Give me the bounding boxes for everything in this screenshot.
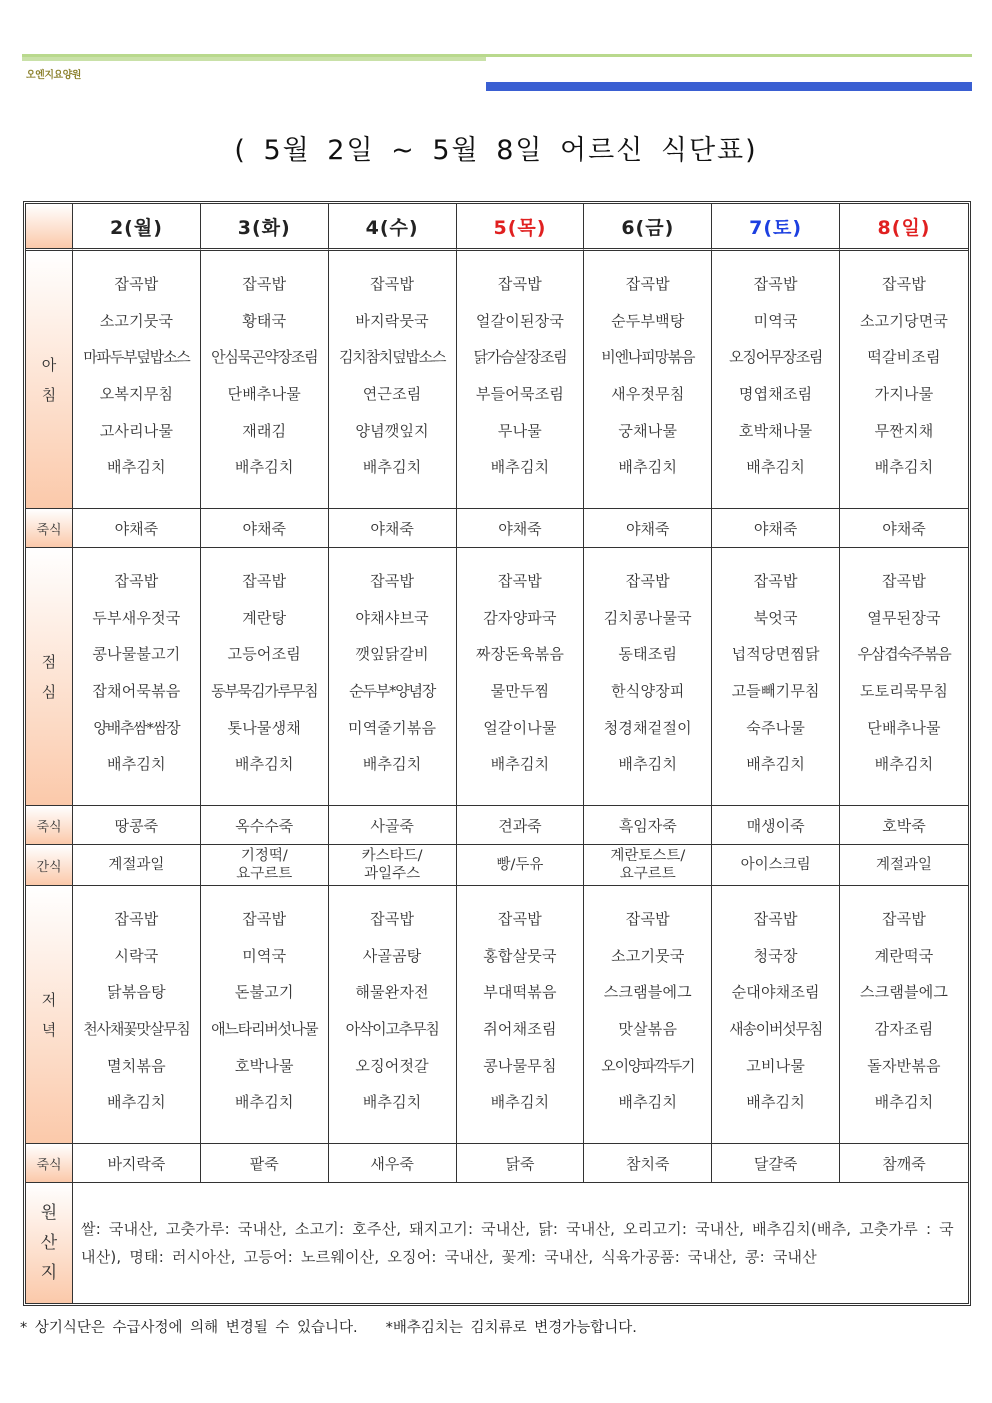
dish-item: 멸치볶음 xyxy=(107,1056,166,1075)
origin-text: 쌀: 국내산, 고춧가루: 국내산, 소고기: 호주산, 돼지고기: 국내산, 닭: 국내산, 오리고기: 국내산, 배추김치(배추, 고춧가루 : 국내산), 명태: 러시아산, 고등어: 노르웨이산, 오징어: 국내산, 꽃게: 국내산, 식육가공품: 국내산, 콩: 국내산 xyxy=(81,1220,954,1266)
dish-item: 잡곡밥 xyxy=(497,274,542,293)
dish-item: 배추김치 xyxy=(234,1093,294,1112)
snack-cell xyxy=(329,845,457,886)
dish-item: 물만두찜 xyxy=(490,682,550,700)
dish-item: 스크램블에그 xyxy=(603,983,692,1002)
day-header: 3(화) xyxy=(201,204,329,251)
dish-item: 야채샤브국 xyxy=(355,608,429,627)
dish-item: 안심묵곤약장조림 xyxy=(211,348,318,367)
dish-item: 배추김치 xyxy=(618,458,678,477)
dish-item: 미역국 xyxy=(242,946,287,965)
snack-line: 계절과일 xyxy=(108,857,165,873)
dish-item: 닭볶음탕 xyxy=(107,983,166,1002)
breakfast-cell xyxy=(73,251,201,509)
dish-item: 고등어조림 xyxy=(227,645,301,664)
dish-item: 애느타리버섯나물 xyxy=(211,1020,318,1038)
dish-item: 잡곡밥 xyxy=(242,909,287,928)
dinner-label-char-1: 저 xyxy=(41,990,57,1009)
lunch-cell xyxy=(457,548,585,806)
snack-line: 아이스크림 xyxy=(740,857,811,873)
day-header: 6(금) xyxy=(584,204,712,251)
dish-item: 얼갈이된장국 xyxy=(475,311,565,330)
dish-item: 잡곡밥 xyxy=(881,274,927,293)
dish-item: 잡채어묵볶음 xyxy=(92,682,181,700)
dish-item: 한식양장피 xyxy=(611,682,685,700)
dish-item: 배추김치 xyxy=(874,1093,934,1112)
dish-item: 잡곡밥 xyxy=(881,909,927,928)
dinner-cell xyxy=(457,886,585,1144)
dish-item: 떡갈비조림 xyxy=(867,348,941,367)
dish-item: 잡곡밥 xyxy=(370,909,415,928)
dish-item: 배추김치 xyxy=(362,1093,422,1112)
dinner-cell xyxy=(201,886,329,1144)
porridge-cell: 새우죽 xyxy=(329,1144,457,1183)
dish-item: 궁채나물 xyxy=(618,421,678,440)
meal-plan-table xyxy=(23,201,971,1306)
breakfast-cell xyxy=(457,251,585,509)
porridge-label: 죽식 xyxy=(26,1144,73,1183)
dish-item: 콩나물불고기 xyxy=(92,645,181,664)
dish-item: 단배추나물 xyxy=(227,385,301,403)
dish-item: 우삼겹숙주볶음 xyxy=(857,645,951,664)
dish-item: 배추김치 xyxy=(107,1093,166,1112)
dish-item: 재래김 xyxy=(242,421,287,440)
dish-item: 돈불고기 xyxy=(234,983,294,1002)
dinner-cell xyxy=(584,886,712,1144)
dish-item: 황태국 xyxy=(242,311,287,330)
footnote-kimchi-notice: *배추김치는 김치류로 변경가능합니다. xyxy=(385,1320,637,1336)
dish-item: 가지나물 xyxy=(874,385,934,403)
porridge-cell: 야채죽 xyxy=(584,509,712,548)
dish-item: 순두부백탕 xyxy=(611,311,685,330)
dish-item: 호박나물 xyxy=(234,1056,294,1075)
dish-item: 단배추나물 xyxy=(867,718,941,737)
footnote xyxy=(20,1316,637,1337)
porridge-cell: 참깨죽 xyxy=(840,1144,968,1183)
breakfast-label xyxy=(26,251,73,509)
dish-item: 배추김치 xyxy=(490,458,550,477)
porridge-cell: 팥죽 xyxy=(201,1144,329,1183)
dish-item: 연근조림 xyxy=(362,385,422,403)
dish-item: 바지락뭇국 xyxy=(355,311,429,330)
origin-label-char-2: 산 xyxy=(40,1233,58,1253)
lunch-cell xyxy=(840,548,968,806)
dish-item: 천사채꽃맛살무침 xyxy=(83,1020,190,1038)
day-header: 2(월) xyxy=(73,204,201,251)
porridge-cell: 야채죽 xyxy=(712,509,840,548)
dinner-cell xyxy=(840,886,968,1144)
dish-item: 순두부*양념장 xyxy=(349,682,436,700)
dish-item: 도토리묵무침 xyxy=(859,682,949,700)
dish-item: 스크램블에그 xyxy=(859,983,949,1002)
dish-item: 배추김치 xyxy=(618,1093,678,1112)
dish-item: 고사리나물 xyxy=(99,421,174,440)
porridge-cell: 호박죽 xyxy=(840,806,968,845)
dinner-cell xyxy=(329,886,457,1144)
dish-item: 계란떡국 xyxy=(874,946,934,965)
dish-item: 배추김치 xyxy=(362,458,422,477)
header-green-bar xyxy=(22,57,486,61)
snack-cell xyxy=(457,845,585,886)
lunch-row xyxy=(26,548,968,806)
dish-item: 배추김치 xyxy=(746,755,806,774)
dish-item: 배추김치 xyxy=(874,755,934,774)
origin-row xyxy=(26,1183,968,1303)
dish-item: 오징어무장조림 xyxy=(729,348,823,367)
lunch-cell xyxy=(329,548,457,806)
porridge-cell: 달걀죽 xyxy=(712,1144,840,1183)
dish-item: 잡곡밥 xyxy=(114,909,159,928)
dish-item: 닭가슴살장조림 xyxy=(473,348,567,367)
snack-line: 계절과일 xyxy=(876,857,933,873)
day-header: 4(수) xyxy=(329,204,457,251)
dish-item: 배추김치 xyxy=(107,458,166,477)
porridge-cell: 바지락죽 xyxy=(73,1144,201,1183)
dish-item: 홍합살뭇국 xyxy=(483,946,557,965)
breakfast-cell xyxy=(840,251,968,509)
snack-line: 빵/두유 xyxy=(496,857,544,873)
dinner-label xyxy=(26,886,73,1144)
snack-line: 카스타드/ xyxy=(361,848,423,864)
dish-item: 북엇국 xyxy=(753,608,798,627)
dish-item: 쥐어채조림 xyxy=(483,1020,557,1038)
dinner-cell xyxy=(73,886,201,1144)
dish-item: 순대야채조림 xyxy=(731,983,820,1002)
dish-item: 숙주나물 xyxy=(746,718,806,737)
dish-item: 동태조림 xyxy=(618,645,678,664)
origin-label-char-3: 지 xyxy=(40,1263,58,1283)
dish-item: 잡곡밥 xyxy=(625,571,670,590)
dish-item: 부들어묵조림 xyxy=(475,385,565,403)
breakfast-cell xyxy=(329,251,457,509)
porridge-cell: 야채죽 xyxy=(73,509,201,548)
dish-item: 청국장 xyxy=(753,946,798,965)
snack-cell xyxy=(712,845,840,886)
snack-row xyxy=(26,845,968,886)
dish-item: 잡곡밥 xyxy=(497,909,542,928)
header-blue-bar xyxy=(486,82,972,91)
dish-item: 얼갈이나물 xyxy=(483,718,557,737)
dish-item: 배추김치 xyxy=(490,755,550,774)
day-header-sunday: 8(일) xyxy=(840,204,968,251)
day-header-row xyxy=(26,204,968,251)
dish-item: 사골곰탕 xyxy=(362,946,422,965)
footnote-change-notice: * 상기식단은 수급사정에 의해 변경될 수 있습니다. xyxy=(20,1320,358,1336)
dish-item: 미역줄기볶음 xyxy=(348,718,437,737)
dish-item: 배추김치 xyxy=(490,1093,550,1112)
dish-item: 짜장돈육볶음 xyxy=(475,645,565,664)
dish-item: 미역국 xyxy=(753,311,798,330)
dish-item: 오징어젓갈 xyxy=(355,1056,429,1075)
origin-label-char-1: 원 xyxy=(40,1203,58,1223)
breakfast-label-char-1: 아 xyxy=(41,355,57,374)
origin-label xyxy=(26,1183,73,1303)
breakfast-label-char-2: 침 xyxy=(41,385,57,404)
snack-cell xyxy=(73,845,201,886)
snack-line: 요구르트 xyxy=(236,866,293,882)
lunch-label-char-1: 점 xyxy=(41,652,57,671)
snack-line: 계란토스트/ xyxy=(610,848,686,864)
snack-cell xyxy=(840,845,968,886)
breakfast-cell xyxy=(584,251,712,509)
snack-label: 간식 xyxy=(26,845,73,886)
snack-line: 기정떡/ xyxy=(240,848,288,864)
dish-item: 무짠지채 xyxy=(874,421,934,440)
dish-item: 새우젓무침 xyxy=(611,385,685,403)
dish-item: 배추김치 xyxy=(107,755,166,774)
snack-cell xyxy=(201,845,329,886)
dish-item: 열무된장국 xyxy=(867,608,941,627)
dish-item: 톳나물생채 xyxy=(227,718,301,737)
dish-item: 비엔나피망볶음 xyxy=(601,348,695,367)
dish-item: 아삭이고추무침 xyxy=(345,1020,439,1038)
dish-item: 오이양파깍두기 xyxy=(601,1056,695,1075)
porridge-cell: 사골죽 xyxy=(329,806,457,845)
dish-item: 명엽채조림 xyxy=(738,385,813,403)
dish-item: 소고기당면국 xyxy=(859,311,949,330)
dish-item: 배추김치 xyxy=(618,755,678,774)
dish-item: 해물완자전 xyxy=(355,983,429,1002)
lunch-cell xyxy=(73,548,201,806)
porridge-cell: 땅콩죽 xyxy=(73,806,201,845)
dish-item: 배추김치 xyxy=(234,755,294,774)
dish-item: 김치콩나물국 xyxy=(603,608,692,627)
dish-item: 감자조림 xyxy=(874,1020,934,1038)
porridge-cell: 옥수수죽 xyxy=(201,806,329,845)
porridge-cell: 야채죽 xyxy=(329,509,457,548)
dish-item: 두부새우젓국 xyxy=(92,608,181,627)
dish-item: 넙적당면찜닭 xyxy=(731,645,820,664)
porridge-cell: 매생이죽 xyxy=(712,806,840,845)
dish-item: 잡곡밥 xyxy=(114,571,159,590)
day-header-holiday: 5(목) xyxy=(457,204,585,251)
dish-item: 고들빼기무침 xyxy=(731,682,820,700)
breakfast-porridge-row xyxy=(26,509,968,548)
porridge-cell: 흑임자죽 xyxy=(584,806,712,845)
porridge-cell: 야채죽 xyxy=(201,509,329,548)
dish-item: 소고기뭇국 xyxy=(99,311,174,330)
dish-item: 동부묵김가루무침 xyxy=(211,682,318,700)
dish-item: 잡곡밥 xyxy=(881,571,927,590)
dish-item: 잡곡밥 xyxy=(753,274,798,293)
dish-item: 배추김치 xyxy=(362,755,422,774)
dish-item: 잡곡밥 xyxy=(242,274,287,293)
dish-item: 배추김치 xyxy=(234,458,294,477)
dish-item: 맛살볶음 xyxy=(618,1020,678,1038)
dish-item: 돌자반볶음 xyxy=(867,1056,941,1075)
dish-item: 잡곡밥 xyxy=(242,571,287,590)
lunch-cell xyxy=(712,548,840,806)
lunch-cell xyxy=(201,548,329,806)
corner-cell xyxy=(26,204,73,251)
porridge-label: 죽식 xyxy=(26,806,73,845)
snack-line: 과일주스 xyxy=(364,866,421,882)
dish-item: 오복지무침 xyxy=(99,385,174,403)
dish-item: 잡곡밥 xyxy=(625,274,670,293)
dish-item: 배추김치 xyxy=(746,458,806,477)
lunch-porridge-row xyxy=(26,806,968,845)
dish-item: 새송이버섯무침 xyxy=(729,1020,823,1038)
dish-item: 소고기뭇국 xyxy=(611,946,685,965)
porridge-cell: 닭죽 xyxy=(457,1144,585,1183)
porridge-cell: 야채죽 xyxy=(840,509,968,548)
dish-item: 김치참치덮밥소스 xyxy=(338,348,446,367)
dish-item: 청경채겉절이 xyxy=(603,718,692,737)
dish-item: 배추김치 xyxy=(746,1093,806,1112)
dish-item: 마파두부덮밥소스 xyxy=(83,348,190,367)
dish-item: 무나물 xyxy=(497,421,542,440)
lunch-cell xyxy=(584,548,712,806)
dish-item: 콩나물무침 xyxy=(483,1056,557,1075)
dish-item: 잡곡밥 xyxy=(114,274,159,293)
dish-item: 양념깻잎지 xyxy=(355,421,429,440)
org-name: 오엔지요양원 xyxy=(26,70,81,81)
dinner-porridge-row xyxy=(26,1144,968,1183)
dish-item: 시락국 xyxy=(114,946,159,965)
dish-item: 양배추쌈*쌈장 xyxy=(93,718,180,737)
breakfast-row xyxy=(26,251,968,509)
porridge-cell: 야채죽 xyxy=(457,509,585,548)
porridge-cell: 견과죽 xyxy=(457,806,585,845)
dish-item: 잡곡밥 xyxy=(625,909,670,928)
page-title: ( 5월 2일 ~ 5월 8일 어르신 식단표) xyxy=(234,135,758,166)
dish-item: 잡곡밥 xyxy=(370,274,415,293)
dish-item: 잡곡밥 xyxy=(753,909,798,928)
dish-item: 부대떡볶음 xyxy=(483,983,557,1002)
dish-item: 깻잎닭갈비 xyxy=(355,645,429,664)
dish-item: 잡곡밥 xyxy=(497,571,542,590)
breakfast-cell xyxy=(712,251,840,509)
dinner-cell xyxy=(712,886,840,1144)
lunch-label xyxy=(26,548,73,806)
dish-item: 배추김치 xyxy=(874,458,934,477)
lunch-label-char-2: 심 xyxy=(41,682,57,701)
day-header-saturday: 7(토) xyxy=(712,204,840,251)
breakfast-cell xyxy=(201,251,329,509)
porridge-label: 죽식 xyxy=(26,509,73,548)
snack-line: 요구르트 xyxy=(619,866,676,882)
dish-item: 계란탕 xyxy=(242,608,287,627)
dish-item: 잡곡밥 xyxy=(370,571,415,590)
dish-item: 고비나물 xyxy=(746,1056,806,1075)
dish-item: 감자양파국 xyxy=(483,608,557,627)
porridge-cell: 참치죽 xyxy=(584,1144,712,1183)
dinner-label-char-2: 녁 xyxy=(41,1020,57,1039)
dish-item: 잡곡밥 xyxy=(753,571,798,590)
dinner-row xyxy=(26,886,968,1144)
dish-item: 호박채나물 xyxy=(738,421,813,440)
snack-cell xyxy=(584,845,712,886)
